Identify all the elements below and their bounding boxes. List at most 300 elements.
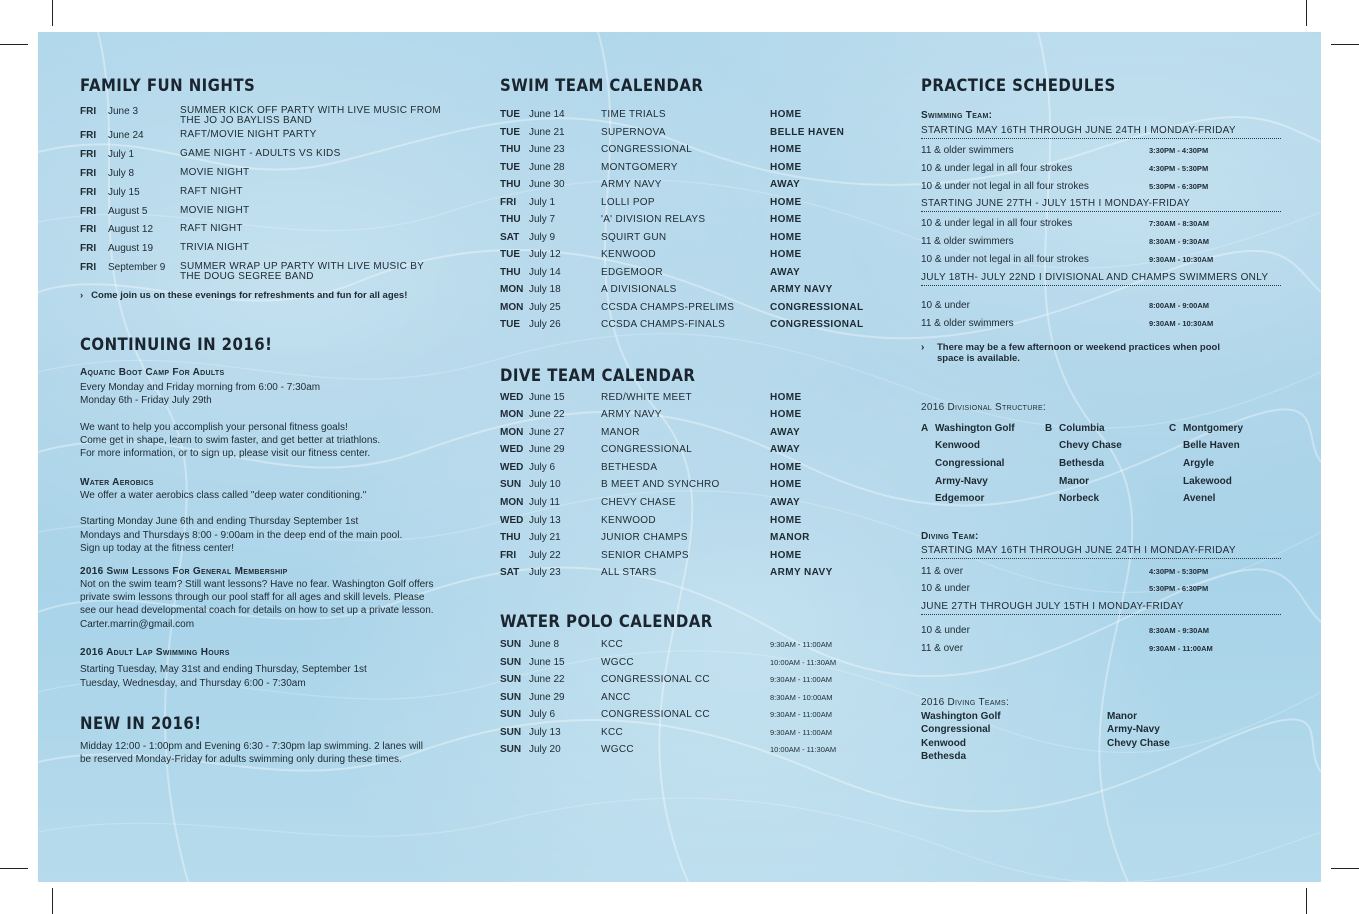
division-team-name: Washington Golf (935, 422, 1015, 434)
row-day: SAT (500, 567, 520, 579)
swim-row (500, 197, 880, 215)
practice-row (921, 163, 1281, 181)
row-location: 10:00AM - 11:30AM (770, 657, 837, 667)
row-day: FRI (80, 167, 97, 179)
practice-time: 5:30PM - 6:30PM (1149, 181, 1209, 191)
lessons-line: Not on the swim team? Still want lessons? Have no fear. Washington Golf offers (80, 579, 434, 591)
row-day: MON (500, 284, 524, 295)
practice-group: 10 & under legal in all four strokes (921, 218, 1073, 230)
row-date: July 13 (529, 726, 561, 738)
practice-period-heading: STARTING MAY 16TH THROUGH JUNE 24TH I MONDAY-FRIDAY (921, 125, 1281, 139)
bootcamp-heading: Aquatic Boot Camp For Adults (80, 367, 225, 379)
swim-calendar (500, 109, 880, 337)
swim-calendar-title: SWIM TEAM CALENDAR (500, 76, 704, 96)
division-team (1169, 493, 1279, 511)
row-day: TUE (500, 319, 520, 330)
practice-group: 11 & older swimmers (921, 317, 1014, 329)
row-day: THU (500, 532, 521, 544)
dive-calendar (500, 392, 880, 586)
polo-row (500, 674, 880, 692)
division-team-name: Edgemoor (935, 493, 985, 505)
family-fun-nights-title: FAMILY FUN NIGHTS (80, 76, 256, 96)
row-date: June 29 (529, 691, 565, 703)
practice-time: 9:30AM - 10:30AM (1149, 254, 1214, 264)
division-team (1169, 476, 1279, 494)
row-day: THU (500, 266, 521, 278)
row-date: June 23 (529, 144, 565, 155)
division-team (1045, 458, 1169, 476)
row-date: June 15 (529, 656, 565, 668)
row-day: TUE (500, 109, 520, 120)
row-location: HOME (770, 161, 802, 173)
lessons-email: Carter.marrin@gmail.com (80, 618, 195, 630)
row-date: July 1 (529, 196, 556, 208)
crop-mark (0, 44, 28, 45)
row-event: SENIOR CHAMPS (601, 549, 689, 561)
row-day: FRI (80, 186, 97, 198)
diving-team-name: Kenwood (921, 737, 966, 749)
row-day: MON (500, 497, 524, 509)
bootcamp-line: Every Monday and Friday morning from 6:00 - 7:30am (80, 382, 321, 394)
row-event: SUPERNOVA (601, 126, 666, 138)
practice-group: 10 & under not legal in all four strokes (921, 180, 1089, 192)
practice-row (921, 236, 1281, 254)
crop-mark (1331, 868, 1359, 869)
practice-time: 3:30PM - 4:30PM (1149, 146, 1209, 155)
practice-period-heading: JULY 18TH- JULY 22ND I DIVISIONAL AND CHAMPS SWIMMERS ONLY (921, 272, 1281, 286)
row-event: CCSDA CHAMPS-PRELIMS (601, 301, 735, 313)
row-event: RAFT NIGHT (180, 185, 243, 197)
row-event-cont: THE DOUG SEGREE BAND (180, 271, 314, 283)
row-date: June 24 (108, 130, 144, 141)
polo-row (500, 657, 880, 675)
diving-period-heading: STARTING MAY 16TH THROUGH JUNE 24TH I MONDAY-FRIDAY (921, 545, 1281, 559)
swim-row (500, 284, 880, 302)
dive-row (500, 532, 880, 550)
practice-note (921, 342, 1281, 364)
swim-row (500, 302, 880, 320)
row-day: THU (500, 144, 521, 155)
polo-calendar-title: WATER POLO CALENDAR (500, 612, 713, 633)
row-location: 9:30AM - 11:00AM (770, 710, 832, 720)
polo-row (500, 727, 880, 745)
practice-time: 8:00AM - 9:00AM (1149, 300, 1210, 310)
practice-period-heading: STARTING JUNE 27TH - JULY 15TH I MONDAY-FRIDAY (921, 198, 1281, 212)
row-event: ALL STARS (601, 567, 657, 579)
practice-time: 9:30AM - 11:00AM (1149, 643, 1213, 653)
aerobics-heading: Water Aerobics (80, 477, 154, 489)
family-note (80, 290, 460, 301)
division-a (921, 423, 1045, 511)
row-date: June 28 (529, 161, 565, 173)
diving-team-heading: Diving Team: (921, 530, 979, 542)
practice-group: 10 & under (921, 583, 970, 595)
row-date: July 14 (529, 266, 561, 278)
row-day: WED (500, 514, 524, 526)
dive-calendar-title: DIVE TEAM CALENDAR (500, 365, 696, 386)
row-event: CHEVY CHASE (601, 497, 676, 509)
row-event: KENWOOD (601, 514, 656, 526)
division-team (1169, 423, 1279, 441)
practice-time: 4:30PM - 5:30PM (1149, 163, 1209, 173)
row-date: July 6 (529, 709, 556, 721)
family-row (80, 106, 460, 130)
row-date: July 20 (529, 744, 561, 756)
row-day: FRI (80, 243, 97, 255)
division-team-name: Avenel (1183, 493, 1216, 505)
practice-group: 10 & under legal in all four strokes (921, 162, 1073, 174)
diving-period-rows (921, 566, 1281, 601)
division-team (1045, 493, 1169, 511)
polo-row (500, 744, 880, 762)
family-row (80, 262, 460, 286)
division-team-name: Argyle (1183, 457, 1215, 469)
row-date: June 3 (108, 106, 139, 117)
row-location: MANOR (770, 532, 810, 544)
row-date: June 21 (529, 126, 565, 138)
crop-mark (0, 868, 28, 869)
row-date: September 9 (108, 262, 166, 274)
row-event: CONGRESSIONAL (601, 444, 693, 456)
lap-heading: 2016 Adult Lap Swimming Hours (80, 646, 230, 658)
row-date: June 29 (529, 444, 565, 456)
practice-group: 10 & under (921, 624, 970, 636)
swim-row (500, 109, 880, 127)
diving-teams-left (921, 711, 1107, 765)
practice-row (921, 625, 1281, 643)
row-date: July 7 (529, 214, 556, 225)
row-day: WED (500, 391, 524, 403)
row-location: BELLE HAVEN (770, 126, 845, 138)
polo-calendar (500, 639, 880, 762)
chevron-right-icon: › (921, 341, 925, 353)
diving-team-name: Army-Navy (1107, 724, 1160, 736)
family-note-text: Come join us on these evenings for refreshments and fun for all ages! (91, 290, 408, 302)
row-event: SUMMER WRAP UP PARTY WITH LIVE MUSIC BY (180, 261, 425, 273)
new-title: NEW IN 2016! (80, 714, 202, 735)
division-team (921, 440, 1045, 458)
swim-row (500, 249, 880, 267)
division-team-name: Army-Navy (935, 475, 988, 487)
lessons-heading: 2016 Swim Lessons For General Membership (80, 566, 288, 578)
row-location: HOME (770, 461, 802, 473)
row-day: THU (500, 179, 521, 190)
new-line: be reserved Monday-Friday for adults swimming only during these times. (80, 754, 402, 766)
row-event: JUNIOR CHAMPS (601, 532, 688, 544)
family-row (80, 130, 460, 149)
row-date: August 5 (108, 205, 148, 217)
row-location: ARMY NAVY (770, 284, 833, 295)
dive-row (500, 550, 880, 568)
dive-row (500, 479, 880, 497)
division-letter: C (1169, 422, 1177, 434)
row-day: FRI (80, 106, 97, 117)
family-row (80, 187, 460, 206)
row-date: June 27 (529, 426, 565, 438)
row-day: MON (500, 409, 524, 421)
diving-teams (921, 711, 1281, 765)
dive-row (500, 427, 880, 445)
row-date: August 19 (108, 243, 154, 255)
row-event: CONGRESSIONAL (601, 144, 693, 155)
row-event: RED/WHITE MEET (601, 391, 692, 403)
row-date: July 25 (529, 301, 561, 313)
chevron-right-icon: › (80, 290, 84, 302)
diving-team-name: Manor (1107, 710, 1137, 722)
row-date: July 15 (108, 186, 140, 198)
practice-time: 5:30PM - 6:30PM (1149, 584, 1209, 594)
row-day: SUN (500, 674, 522, 686)
divisional-heading: 2016 Divisional Structure: (921, 401, 1047, 413)
practice-group: 11 & over (921, 565, 964, 577)
row-day: SUN (500, 479, 522, 491)
row-event: TIME TRIALS (601, 109, 666, 120)
division-team-name: Montgomery (1183, 422, 1243, 434)
row-location: ARMY NAVY (770, 567, 833, 579)
swim-row (500, 214, 880, 232)
division-team (921, 493, 1045, 511)
polo-row (500, 639, 880, 657)
division-team (921, 476, 1045, 494)
swim-row (500, 162, 880, 180)
row-event: MOVIE NIGHT (180, 166, 250, 178)
bootcamp-para: We want to help you accomplish your personal fitness goals! (80, 421, 348, 433)
practice-period-rows (921, 300, 1281, 336)
polo-row (500, 692, 880, 710)
row-date: August 12 (108, 224, 154, 236)
row-location: HOME (770, 144, 802, 155)
row-date: July 6 (529, 461, 556, 473)
row-location: HOME (770, 196, 802, 208)
row-date: July 1 (108, 148, 135, 160)
row-location: AWAY (770, 497, 801, 509)
practice-time: 9:30AM - 10:30AM (1149, 318, 1214, 328)
practice-group: 10 & under not legal in all four strokes (921, 253, 1089, 265)
row-day: FRI (80, 148, 97, 160)
row-day: SUN (500, 744, 522, 756)
row-date: July 9 (529, 231, 556, 243)
row-day: WED (500, 444, 524, 456)
practice-row (921, 145, 1281, 163)
lap-line: Tuesday, Wednesday, and Thursday 6:00 - 7:30am (80, 678, 306, 690)
family-row (80, 149, 460, 168)
row-date: July 21 (529, 532, 561, 544)
row-location: HOME (770, 514, 802, 526)
swimming-team-heading: Swimming Team: (921, 110, 993, 121)
row-day: WED (500, 461, 524, 473)
row-location: HOME (770, 231, 802, 243)
row-date: June 30 (529, 179, 565, 190)
row-date: June 22 (529, 409, 565, 421)
lessons-line: private swim lessons through our pool staff for all ages and skill levels. Please (80, 592, 425, 604)
divisional-structure (921, 423, 1281, 511)
right-column (921, 76, 1281, 765)
row-event: MOVIE NIGHT (180, 204, 250, 216)
row-location: AWAY (770, 266, 801, 278)
row-event: LOLLI POP (601, 196, 655, 208)
row-date: July 13 (529, 514, 561, 526)
row-location: 9:30AM - 11:00AM (770, 640, 832, 650)
aerobics-line: We offer a water aerobics class called "deep water conditioning." (80, 490, 367, 502)
row-location: 8:30AM - 10:00AM (770, 692, 833, 702)
division-team-name: Lakewood (1183, 475, 1232, 487)
row-location: HOME (770, 109, 802, 120)
division-letter: B (1045, 422, 1053, 434)
row-location: HOME (770, 409, 802, 421)
swim-row (500, 232, 880, 250)
division-team (1045, 423, 1169, 441)
row-day: FRI (500, 196, 517, 208)
practice-group: 11 & over (921, 642, 964, 654)
row-event: KENWOOD (601, 249, 656, 260)
row-event: ARMY NAVY (601, 409, 662, 421)
dive-row (500, 515, 880, 533)
row-event: RAFT NIGHT (180, 223, 243, 235)
row-event: CCSDA CHAMPS-FINALS (601, 319, 726, 330)
bootcamp-para: Come get in shape, learn to swim faster, and get better at triathlons. (80, 434, 381, 446)
row-location: CONGRESSIONAL (770, 319, 864, 330)
row-event: SQUIRT GUN (601, 231, 667, 243)
row-location: 10:00AM - 11:30AM (770, 745, 837, 755)
diving-period-rows (921, 625, 1281, 661)
row-date: July 23 (529, 567, 561, 579)
practice-time: 8:30AM - 9:30AM (1149, 625, 1210, 635)
practice-note-line: There may be a few afternoon or weekend practices when pool (937, 341, 1220, 353)
swim-row (500, 319, 880, 337)
row-event: CONGRESSIONAL CC (601, 709, 710, 721)
row-event: GAME NIGHT - ADULTS VS KIDS (180, 147, 341, 159)
practice-note-line: space is available. (937, 352, 1020, 364)
division-team (1169, 440, 1279, 458)
row-location: AWAY (770, 426, 801, 438)
pool-water-background (38, 32, 1321, 882)
row-day: THU (500, 214, 521, 225)
row-date: July 12 (529, 249, 561, 260)
continuing-title: CONTINUING IN 2016! (80, 335, 273, 356)
row-day: TUE (500, 161, 520, 173)
row-event: KCC (601, 726, 624, 738)
row-event: 'A' DIVISION RELAYS (601, 214, 706, 225)
row-location: HOME (770, 391, 802, 403)
swim-row (500, 127, 880, 145)
aerobics-para: Mondays and Thursdays 8:00 - 9:00am in the deep end of the main pool. (80, 529, 403, 541)
row-day: SUN (500, 639, 522, 651)
middle-column (500, 76, 880, 762)
practice-row (921, 318, 1281, 336)
division-team (1045, 476, 1169, 494)
row-day: SUN (500, 691, 522, 703)
row-event: RAFT/MOVIE NIGHT PARTY (180, 129, 317, 140)
aerobics-para: Starting Monday June 6th and ending Thursday September 1st (80, 516, 359, 528)
row-event: WGCC (601, 656, 634, 668)
row-event: EDGEMOOR (601, 266, 663, 278)
crop-mark (1306, 888, 1307, 914)
practice-period-rows (921, 145, 1281, 198)
practice-period-rows (921, 218, 1281, 271)
row-day: MON (500, 426, 524, 438)
division-team-name: Kenwood (935, 440, 980, 452)
practice-time: 8:30AM - 9:30AM (1149, 237, 1210, 247)
row-date: July 11 (529, 497, 560, 509)
division-team-name: Belle Haven (1183, 440, 1240, 452)
lessons-line: see our head developmental coach for details on how to set up a private lesson. (80, 605, 434, 617)
row-date: July 18 (529, 284, 561, 295)
division-team (921, 458, 1045, 476)
row-location: 9:30AM - 11:00AM (770, 727, 832, 737)
row-location: HOME (770, 479, 802, 491)
row-day: TUE (500, 126, 520, 138)
practice-group: 11 & older swimmers (921, 145, 1014, 156)
row-location: AWAY (770, 179, 801, 190)
family-row (80, 243, 460, 262)
row-date: July 22 (529, 549, 561, 561)
practice-row (921, 566, 1281, 584)
aerobics-para: Sign up today at the fitness center! (80, 542, 234, 554)
row-event: WGCC (601, 744, 634, 756)
practice-row (921, 583, 1281, 601)
row-date: June 8 (529, 639, 560, 651)
row-day: SAT (500, 231, 520, 243)
row-event: A DIVISIONALS (601, 284, 677, 295)
diving-period-heading: JUNE 27TH THROUGH JULY 15TH I MONDAY-FRIDAY (921, 601, 1281, 615)
crop-mark (52, 888, 53, 914)
division-team (1045, 440, 1169, 458)
crop-mark (1306, 0, 1307, 26)
row-day: FRI (80, 262, 97, 274)
family-row (80, 224, 460, 243)
diving-team-name: Chevy Chase (1107, 737, 1170, 749)
family-schedule (80, 106, 460, 286)
row-date: June 22 (529, 674, 565, 686)
row-event: MANOR (601, 426, 640, 438)
family-row (80, 168, 460, 187)
division-team (1169, 458, 1279, 476)
practice-group: 10 & under (921, 299, 970, 311)
lap-line: Starting Tuesday, May 31st and ending Thursday, September 1st (80, 663, 367, 675)
practice-row (921, 300, 1281, 318)
division-c (1169, 423, 1279, 511)
practice-title: PRACTICE SCHEDULES (921, 76, 1116, 96)
row-event: SUMMER KICK OFF PARTY WITH LIVE MUSIC FROM (180, 105, 441, 116)
row-day: SUN (500, 709, 522, 721)
row-event: ANCC (601, 691, 631, 703)
row-event: B MEET AND SYNCHRO (601, 479, 720, 491)
crop-mark (52, 0, 53, 26)
row-location: CONGRESSIONAL (770, 301, 864, 313)
row-day: FRI (80, 130, 97, 141)
row-event: MONTGOMERY (601, 161, 678, 173)
dive-row (500, 444, 880, 462)
division-team-name: Norbeck (1059, 493, 1100, 505)
diving-team-name: Washington Golf (921, 710, 1001, 722)
crop-mark (1331, 44, 1359, 45)
row-date: July 8 (108, 167, 135, 179)
row-event-cont: THE JO JO BAYLISS BAND (180, 115, 313, 126)
division-team-name: Bethesda (1059, 457, 1105, 469)
row-location: HOME (770, 249, 802, 260)
row-day: FRI (500, 549, 517, 561)
row-location: 9:30AM - 11:00AM (770, 675, 832, 685)
row-event: CONGRESSIONAL CC (601, 674, 710, 686)
row-day: SUN (500, 656, 522, 668)
diving-team-name: Bethesda (921, 751, 967, 763)
dive-row (500, 497, 880, 515)
row-date: June 15 (529, 391, 565, 403)
row-date: July 26 (529, 319, 561, 330)
practice-row (921, 181, 1281, 199)
row-date: June 14 (529, 109, 565, 120)
division-team-name: Columbia (1059, 422, 1105, 434)
